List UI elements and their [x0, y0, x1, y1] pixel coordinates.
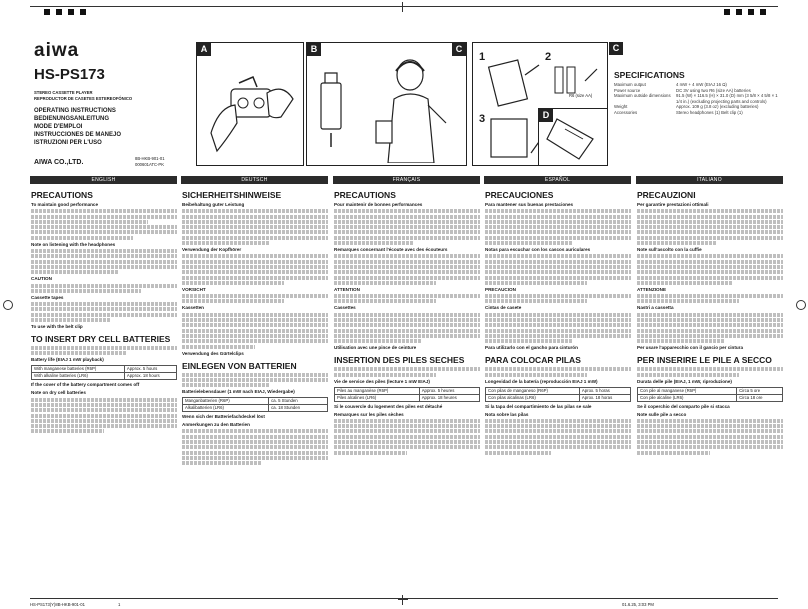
battery-life-table — [637, 387, 783, 402]
table-row — [183, 405, 328, 412]
column-francais — [334, 190, 480, 585]
specs-title: SPECIFICATIONS — [614, 70, 685, 80]
table-cell: ca. 18 Stunden — [269, 405, 328, 412]
subheading: PRECAUCION — [485, 286, 516, 292]
table-row — [335, 394, 480, 401]
spec-value: 4 mW + 4 mW (EIAJ 16 Ω) — [676, 82, 727, 87]
color-bar-mark — [80, 9, 86, 15]
battery-insert-icon — [549, 51, 605, 107]
color-bar-mark — [736, 9, 742, 15]
section-heading: PRECAUZIONI — [637, 190, 696, 200]
table-row — [335, 387, 480, 394]
subheading: Para mantener sus buenas prestaciones — [485, 202, 574, 207]
section-heading: EINLEGEN VON BATTERIEN — [182, 360, 297, 371]
step-number: 1 — [479, 51, 486, 63]
model-name: HS-PS173 — [34, 66, 105, 83]
illustration-panel-c-person — [350, 42, 467, 166]
table-row — [486, 387, 631, 394]
product-line: REPRODUCTOR DE CASETES ESTEREOFÓNICO — [34, 96, 133, 101]
table-row — [32, 366, 177, 373]
language-bar-deutsch: DEUTSCH — [181, 176, 328, 184]
manual-title: BEDIENUNGSANLEITUNG — [34, 116, 110, 122]
registration-mark-icon — [398, 595, 408, 605]
subheading: Remarques concernant l'écoute avec des écouteurs — [334, 247, 448, 253]
spec-key: Maximum outside dimensions — [614, 93, 671, 99]
section-heading: PRECAUTIONS — [31, 190, 93, 200]
subheading: Durata delle pile (EIAJ, 1 mW, riproduzione) — [637, 378, 732, 384]
language-bar-italiano: ITALIANO — [636, 176, 783, 184]
spec-value: 91.5 (W) × 116.5 (H) × 31.0 (D) mm (3 5/8 × 4 5/8 × 1 1/4 in.) (excluding projecting parts and controls) — [676, 93, 778, 104]
person-with-headphones-icon — [350, 43, 466, 163]
table-cell: With manganese batteries (R6P) — [32, 366, 125, 373]
table-row — [183, 398, 328, 405]
column-italiano — [637, 190, 783, 585]
subheading: Note sulle pile a secco — [637, 411, 687, 417]
section-heading: TO INSERT DRY CELL BATTERIES — [31, 334, 171, 345]
spec-key: Power source — [614, 87, 641, 93]
panel-label: D — [539, 109, 553, 122]
column-english — [31, 190, 177, 585]
color-bar-mark — [44, 9, 50, 15]
open-battery-cover-icon — [485, 51, 545, 107]
subheading: Nota sobre las pilas — [485, 411, 529, 417]
subheading: Anmerkungen zu den Batterien — [182, 422, 250, 428]
section-heading: PRECAUTIONS — [334, 190, 396, 200]
table-cell: Con pilas alcalinas (LR6) — [486, 394, 580, 401]
table-cell: Piles alcalines (LR6) — [335, 394, 420, 401]
manual-title: OPERATING INSTRUCTIONS — [34, 108, 116, 114]
subheading: Notas para escuchar con los cascos auriculares — [485, 247, 591, 253]
brand-logo: aiwa — [34, 40, 80, 61]
illustration-panel-b — [306, 42, 351, 166]
subheading: Si la tapa del compartimiento de las pilas se sale — [485, 403, 592, 409]
section-heading: PARA COLOCAR PILAS — [485, 355, 581, 366]
subheading: Kassetten — [182, 305, 204, 311]
illustration-panel-d — [538, 108, 608, 166]
table-cell: Approx. 5 heures — [419, 387, 479, 394]
subheading: Cassette tapes — [31, 294, 64, 300]
subheading: Se il coperchio del comparto pile si stacca — [637, 403, 730, 409]
subheading: Pour maintenir de bonnes performances — [334, 202, 423, 207]
column-deutsch — [182, 190, 328, 585]
spec-key: Accessories — [614, 109, 638, 115]
spec-key: Maximum output — [614, 82, 646, 87]
column-espanol — [485, 190, 631, 585]
subheading: Utilisation avec une pince de ceinture — [334, 345, 417, 351]
table-cell: Circa 18 ore — [737, 394, 783, 401]
spec-row — [614, 93, 784, 104]
subheading: To use with the belt clip — [31, 324, 83, 330]
table-cell: Aprox. 5 horas — [579, 387, 630, 394]
specs-table — [614, 82, 784, 116]
subheading: Note sull'ascolto con la cuffie — [637, 247, 702, 253]
table-cell: Circa 5 ore — [737, 387, 783, 394]
hand-holding-player-icon — [197, 43, 301, 163]
table-cell: ca. 5 Stunden — [269, 398, 328, 405]
panel-label: A — [197, 43, 211, 56]
table-cell: Approx. 5 hours — [124, 366, 176, 373]
spec-row — [614, 110, 784, 116]
battery-life-table — [485, 387, 631, 402]
subheading: Beibehaltung guter Leistung — [182, 202, 245, 207]
battery-size-note: R6 (size AA) — [569, 93, 593, 98]
company-name: AIWA CO.,LTD. — [34, 159, 84, 166]
step-number: 3 — [479, 113, 486, 125]
footer-page-number: 1 — [118, 602, 121, 607]
product-line: STEREO CASSETTE PLAYER — [34, 90, 93, 95]
subheading: Nastri a cassetta — [637, 305, 674, 311]
footer-file-code: HS-PS173(Y)8B-HKB-901-01 — [30, 602, 85, 607]
manual-title: ISTRUZIONI PER L'USO — [34, 140, 102, 146]
table-row — [32, 373, 177, 380]
illustration-panel-a — [196, 42, 304, 166]
subheading: Wenn sich der Batteriefachdeckel löst — [182, 414, 265, 420]
language-bar-espanol: ESPAÑOL — [484, 176, 631, 184]
manual-title: INSTRUCCIONES DE MANEJO — [34, 132, 122, 138]
table-cell: With alkaline batteries (LR6) — [32, 373, 125, 380]
spec-value: Stereo headphones (1) Belt clip (1) — [676, 109, 743, 115]
panel-label: B — [307, 43, 321, 56]
table-cell: Approx. 18 heures — [419, 394, 479, 401]
subheading: Batterielebensdauer (1 mW nach EIAJ, Wiedergabe) — [182, 389, 295, 395]
subheading: Cintas de casete — [485, 305, 522, 311]
language-bar-francais: FRANÇAIS — [333, 176, 480, 184]
table-cell: Con pile alcaline (LR6) — [638, 394, 737, 401]
table-cell: Alkalibatterien (LR6) — [183, 405, 269, 412]
doc-code: 8B-HKB-901-01 — [135, 156, 165, 161]
table-cell: Approx. 18 hours — [124, 373, 176, 380]
battery-life-table — [31, 365, 177, 380]
registration-circle-icon — [796, 300, 806, 310]
color-bar-mark — [68, 9, 74, 15]
step-number: 2 — [545, 51, 552, 63]
color-bar-mark — [748, 9, 754, 15]
subheading: To maintain good performance — [31, 202, 99, 207]
subheading: Si le couvercle du logement des piles est détaché — [334, 403, 443, 409]
section-heading: PER INSERIRE LE PILE A SECCO — [637, 355, 772, 366]
close-battery-cover-icon — [485, 113, 545, 163]
color-bar-mark — [760, 9, 766, 15]
panel-label: C — [609, 42, 623, 55]
subheading: Note on dry cell batteries — [31, 390, 86, 396]
subheading: Para utilizarlo con el gancho para cinturón — [485, 345, 578, 351]
subheading: Remarques sur les piles sèches — [334, 411, 404, 417]
section-heading: INSERTION DES PILES SECHES — [334, 355, 465, 366]
manual-title: MODE D'EMPLOI — [34, 124, 83, 130]
subheading: Per usare l'apparecchio con il gancio per cintura — [637, 345, 744, 351]
color-bar-mark — [56, 9, 62, 15]
spec-value: DC 3V using two R6 (size AA) batteries — [676, 87, 751, 93]
subheading: Note on listening with the headphones — [31, 241, 116, 247]
panel-label: C — [452, 43, 466, 56]
battery-life-table — [182, 397, 328, 412]
cover-reattach-icon — [539, 109, 605, 163]
subheading: If the cover of the battery compartment comes off — [31, 382, 140, 388]
subheading: Longevidad de la batería (reproducción EIAJ 1 mW) — [485, 378, 598, 384]
subheading: VORSICHT — [182, 286, 206, 292]
section-heading: SICHERHEITSHINWEISE — [182, 190, 282, 200]
table-row — [638, 387, 783, 394]
subheading: Verwendung des Gürtelclips — [182, 350, 244, 356]
subheading: Battery life (EIAJ 1 mW playback) — [31, 357, 104, 363]
table-cell: Aprox. 18 horas — [579, 394, 630, 401]
subheading: Cassettes — [334, 305, 356, 311]
spec-key: Weight — [614, 104, 628, 110]
table-row — [638, 394, 783, 401]
doc-code: 000601ATC-PK — [135, 162, 165, 167]
registration-mark-icon — [398, 2, 408, 12]
language-bar-english: ENGLISH — [30, 176, 177, 184]
subheading: Per garantire prestazioni ottimali — [637, 202, 709, 207]
registration-circle-icon — [3, 300, 13, 310]
belt-clip-icon — [307, 43, 351, 163]
subheading: ATTENZIONE — [637, 286, 667, 292]
color-bar-mark — [724, 9, 730, 15]
subheading: Verwendung der Kopfhörer — [182, 247, 242, 253]
subheading: Vie de service des piles (lecture 1 mW EIAJ) — [334, 378, 430, 384]
table-cell: Manganbatterien (R6P) — [183, 398, 269, 405]
table-cell: Piles au manganèse (R6P) — [335, 387, 420, 394]
battery-life-table — [334, 387, 480, 402]
subheading: CAUTION — [31, 276, 52, 282]
table-cell: Con pilas de manganeso (R6P) — [486, 387, 580, 394]
subheading: ATTENTION — [334, 286, 360, 292]
footer-timestamp: 01.6.25, 3:03 PM — [622, 602, 654, 607]
table-row — [486, 394, 631, 401]
spec-value: Approx. 109 g (3.8 oz) (excluding batteries) — [676, 104, 759, 110]
section-heading: PRECAUCIONES — [485, 190, 554, 200]
table-cell: Con pile al manganese (R6P) — [638, 387, 737, 394]
